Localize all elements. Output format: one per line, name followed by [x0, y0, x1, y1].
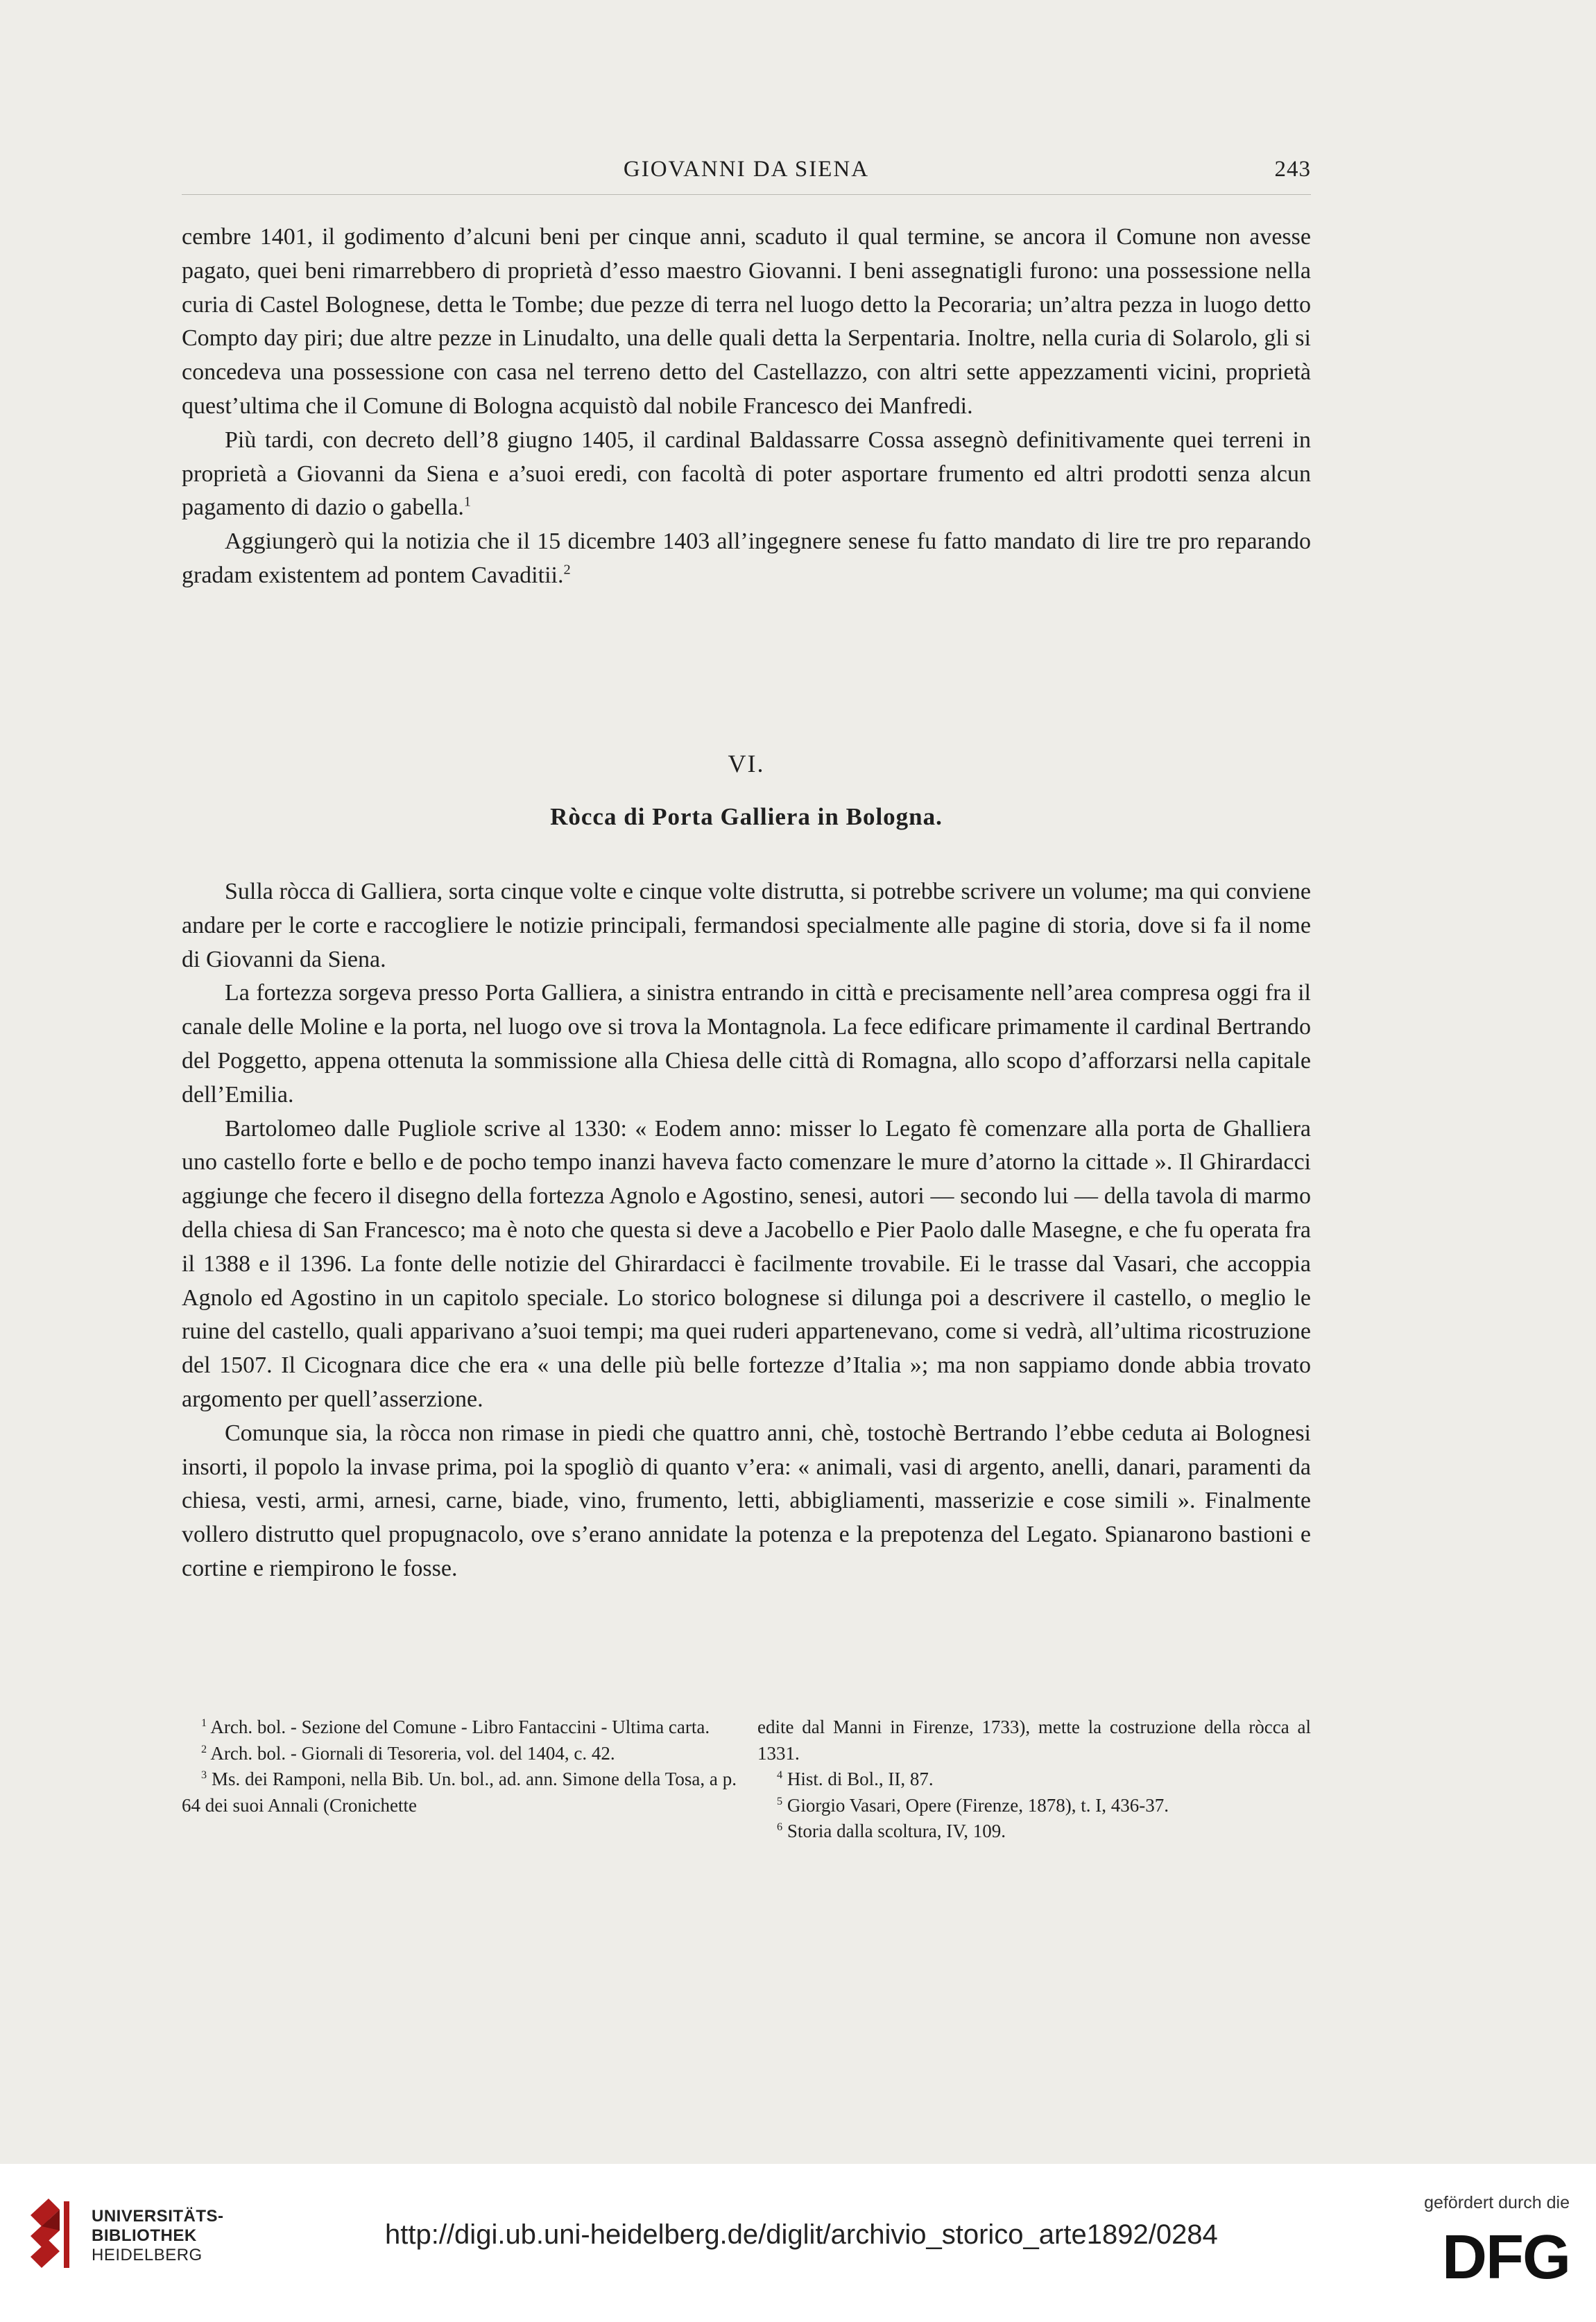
paragraph: [182, 977, 1311, 1112]
footnote: $^3$ Ms. dei Ramponi, nella Bib. Un. bol., ad. ann. Simone della Tosa, a p. 64 dei suoi Annali (Cronichette: [182, 1769, 737, 1816]
university-library-name: UNIVERSITÄTS- BIBLIOTHEK HEIDELBERG: [92, 2207, 224, 2264]
footnote-ref: 1: [463, 495, 472, 510]
running-header: [182, 157, 1311, 191]
footnotes-left-column: [182, 1714, 737, 1818]
paragraph: [182, 875, 1311, 977]
paragraph-text: Aggiungerò qui la notizia che il 15 dicembre 1403 all’ingegnere senese fu fatto mandato di lire tre pro reparando gradam existentem ad pontem Cavaditii.: [182, 528, 1311, 588]
paragraph: [182, 525, 1311, 593]
running-title: GIOVANNI DA SIENA: [623, 157, 870, 182]
body-text-top: [182, 221, 1311, 593]
footnote-ref: 2: [563, 562, 571, 578]
paragraph: [182, 424, 1311, 525]
header-rule: [182, 194, 1311, 195]
footnote: $^1$ Arch. bol. - Sezione del Comune - Libro Fantaccini - Ultima carta.: [201, 1717, 710, 1737]
footnote-text: Ms. dei Ramponi, nella Bib. Un. bol., ad. ann. Simone della Tosa, a p. 64 dei suoi Annali (Cronichette: [182, 1769, 737, 1816]
footnote-continuation: [757, 1714, 1311, 1766]
page-number: 243: [1274, 157, 1311, 182]
body-text-section: [182, 875, 1311, 1586]
footnotes-right-column: [757, 1714, 1311, 1845]
footnote: $^4$ Hist. di Bol., II, 87.: [777, 1769, 934, 1789]
section-number: VI.: [728, 750, 765, 777]
footnote-text: Storia dalla scoltura, IV, 109.: [787, 1821, 1006, 1841]
footnote-text: Arch. bol. - Giornali di Tesoreria, vol. del 1404, c. 42.: [210, 1742, 615, 1764]
section-title: Ròcca di Porta Galliera in Bologna.: [550, 803, 943, 830]
paragraph-text: Bartolomeo dalle Pugliole scrive al 1330: « Eodem anno: misser lo Legato fè comenzare alla porta de Ghalliera uno castello forte e bello e de pocho tempo inanzi haveva facto comenzare le mure d’atorno la cittade ». Il Ghirardacci aggiunge che fecero il disegno della fortezza Agnolo e Agostino, senesi, autori — secondo lui — della tavola di marmo della chiesa di San Francesco; ma è noto che questa si deve a Jacobello e Pier Paolo dalle Masegne, e che fu operata fra il 1388 e il 1396. La fonte delle notizie del Ghirardacci è facilmente trovabile. Ei le trasse dal Vasari, che accoppia Agnolo ed Agostino in un capitolo speciale. Lo storico bolognese si dilunga poi a descrivere il castello, o meglio le ruine del castello, quali apparivano a’suoi tempi; ma quei ruderi appartenevano, come si vedrà, all’ultima ricostruzione del 1507. Il Cicognara dice che era « una delle più belle fortezze d’Italia »; ma non sappiamo donde abbia trovato argomento per quell’asserzione.: [182, 1115, 1311, 1412]
footnote-text: Arch. bol. - Sezione del Comune - Libro Fantaccini - Ultima carta.: [210, 1717, 710, 1737]
footnote-text: Hist. di Bol., II, 87.: [787, 1769, 934, 1789]
footnote-text: Giorgio Vasari, Opere (Firenze, 1878), t. I, 436-37.: [787, 1794, 1169, 1816]
paragraph: [182, 221, 1311, 424]
viewer-footer: [0, 2164, 1596, 2322]
paragraph: [182, 1112, 1311, 1417]
footnote: $^6$ Storia dalla scoltura, IV, 109.: [777, 1821, 1006, 1841]
dfg-logo-icon[interactable]: DFG: [1442, 2223, 1570, 2292]
footnote-text: edite dal Manni in Firenze, 1733), mette la costruzione della ròcca al 1331.: [757, 1717, 1311, 1764]
paragraph-text: Più tardi, con decreto dell’8 giugno 1405, il cardinal Baldassarre Cossa assegnò definitivamente quei terreni in proprietà a Giovanni da Siena e a’suoi eredi, con facoltà di poter asportare frumento ed altri prodotti senza alcun pagamento di dazio o gabella.: [182, 427, 1311, 521]
footnote: $^2$ Arch. bol. - Giornali di Tesoreria, vol. del 1404, c. 42.: [201, 1742, 615, 1764]
paragraph-text: Comunque sia, la ròcca non rimase in piedi che quattro anni, chè, tostochè Bertrando l’ebbe ceduta ai Bolognesi insorti, il popolo la invase prima, poi la spogliò di quanto v’era: « animali, vasi di argento, anelli, danari, paramenti da chiesa, vesti, armi, arnesi, carne, biade, vino, frumento, letti, abbigliamenti, masserizie e cose simili ». Finalmente vollero distrutto quel propugnacolo, ove s’erano annidate la potenza e la prepotenza del Legato. Spianarono bastioni e cortine e riempirono le fosse.: [182, 1420, 1311, 1581]
paragraph-text: Sulla ròcca di Galliera, sorta cinque volte e cinque volte distrutta, si potrebbe scrivere un volume; ma qui conviene andare per le corte e raccogliere le notizie principali, fermandosi specialmente alle pagine di storia, dove si fa il nome di Giovanni da Siena.: [182, 879, 1311, 972]
paragraph-text: cembre 1401, il godimento d’alcuni beni per cinque anni, scaduto il qual termine, se ancora il Comune non avesse pagato, quei beni rimarrebbero di proprietà d’esso maestro Giovanni. I beni assegnatigli furono: una possessione nella curia di Castel Bolognese, detta le Tombe; due pezze di terra nel luogo detto la Pecoraria; un’altra pezza in luogo detto Compto day piri; due altre pezze in Linudalto, una delle quali detta la Serpentaria. Inoltre, nella curia di Solarolo, gli si concedeva una possessione con casa nel terreno detto del Castellazzo, con altri sette appezzamenti vicini, proprietà quest’ultima che il Comune di Bologna acquistò dal nobile Francesco dei Manfredi.: [182, 224, 1311, 419]
university-library-logo-icon[interactable]: [28, 2194, 82, 2272]
funding-label: gefördert durch die: [1424, 2193, 1570, 2212]
footnote: $^5$ Giorgio Vasari, Opere (Firenze, 1878), t. I, 436-37.: [777, 1794, 1169, 1816]
paragraph-text: La fortezza sorgeva presso Porta Galliera, a sinistra entrando in città e precisamente nell’area compresa oggi fra il canale delle Moline e la porta, nel luogo ove si trova la Montagnola. La fece edificare primamente il cardinal Bertrando del Poggetto, appena ottenuta la sommissione alla Chiesa delle città di Romagna, allo scopo d’afforzarsi nella capitale dell’Emilia.: [182, 980, 1311, 1108]
permalink-url[interactable]: http://digi.ub.uni-heidelberg.de/diglit/archivio_storico_arte1892/0284: [385, 2219, 1218, 2250]
paragraph: [182, 1417, 1311, 1586]
